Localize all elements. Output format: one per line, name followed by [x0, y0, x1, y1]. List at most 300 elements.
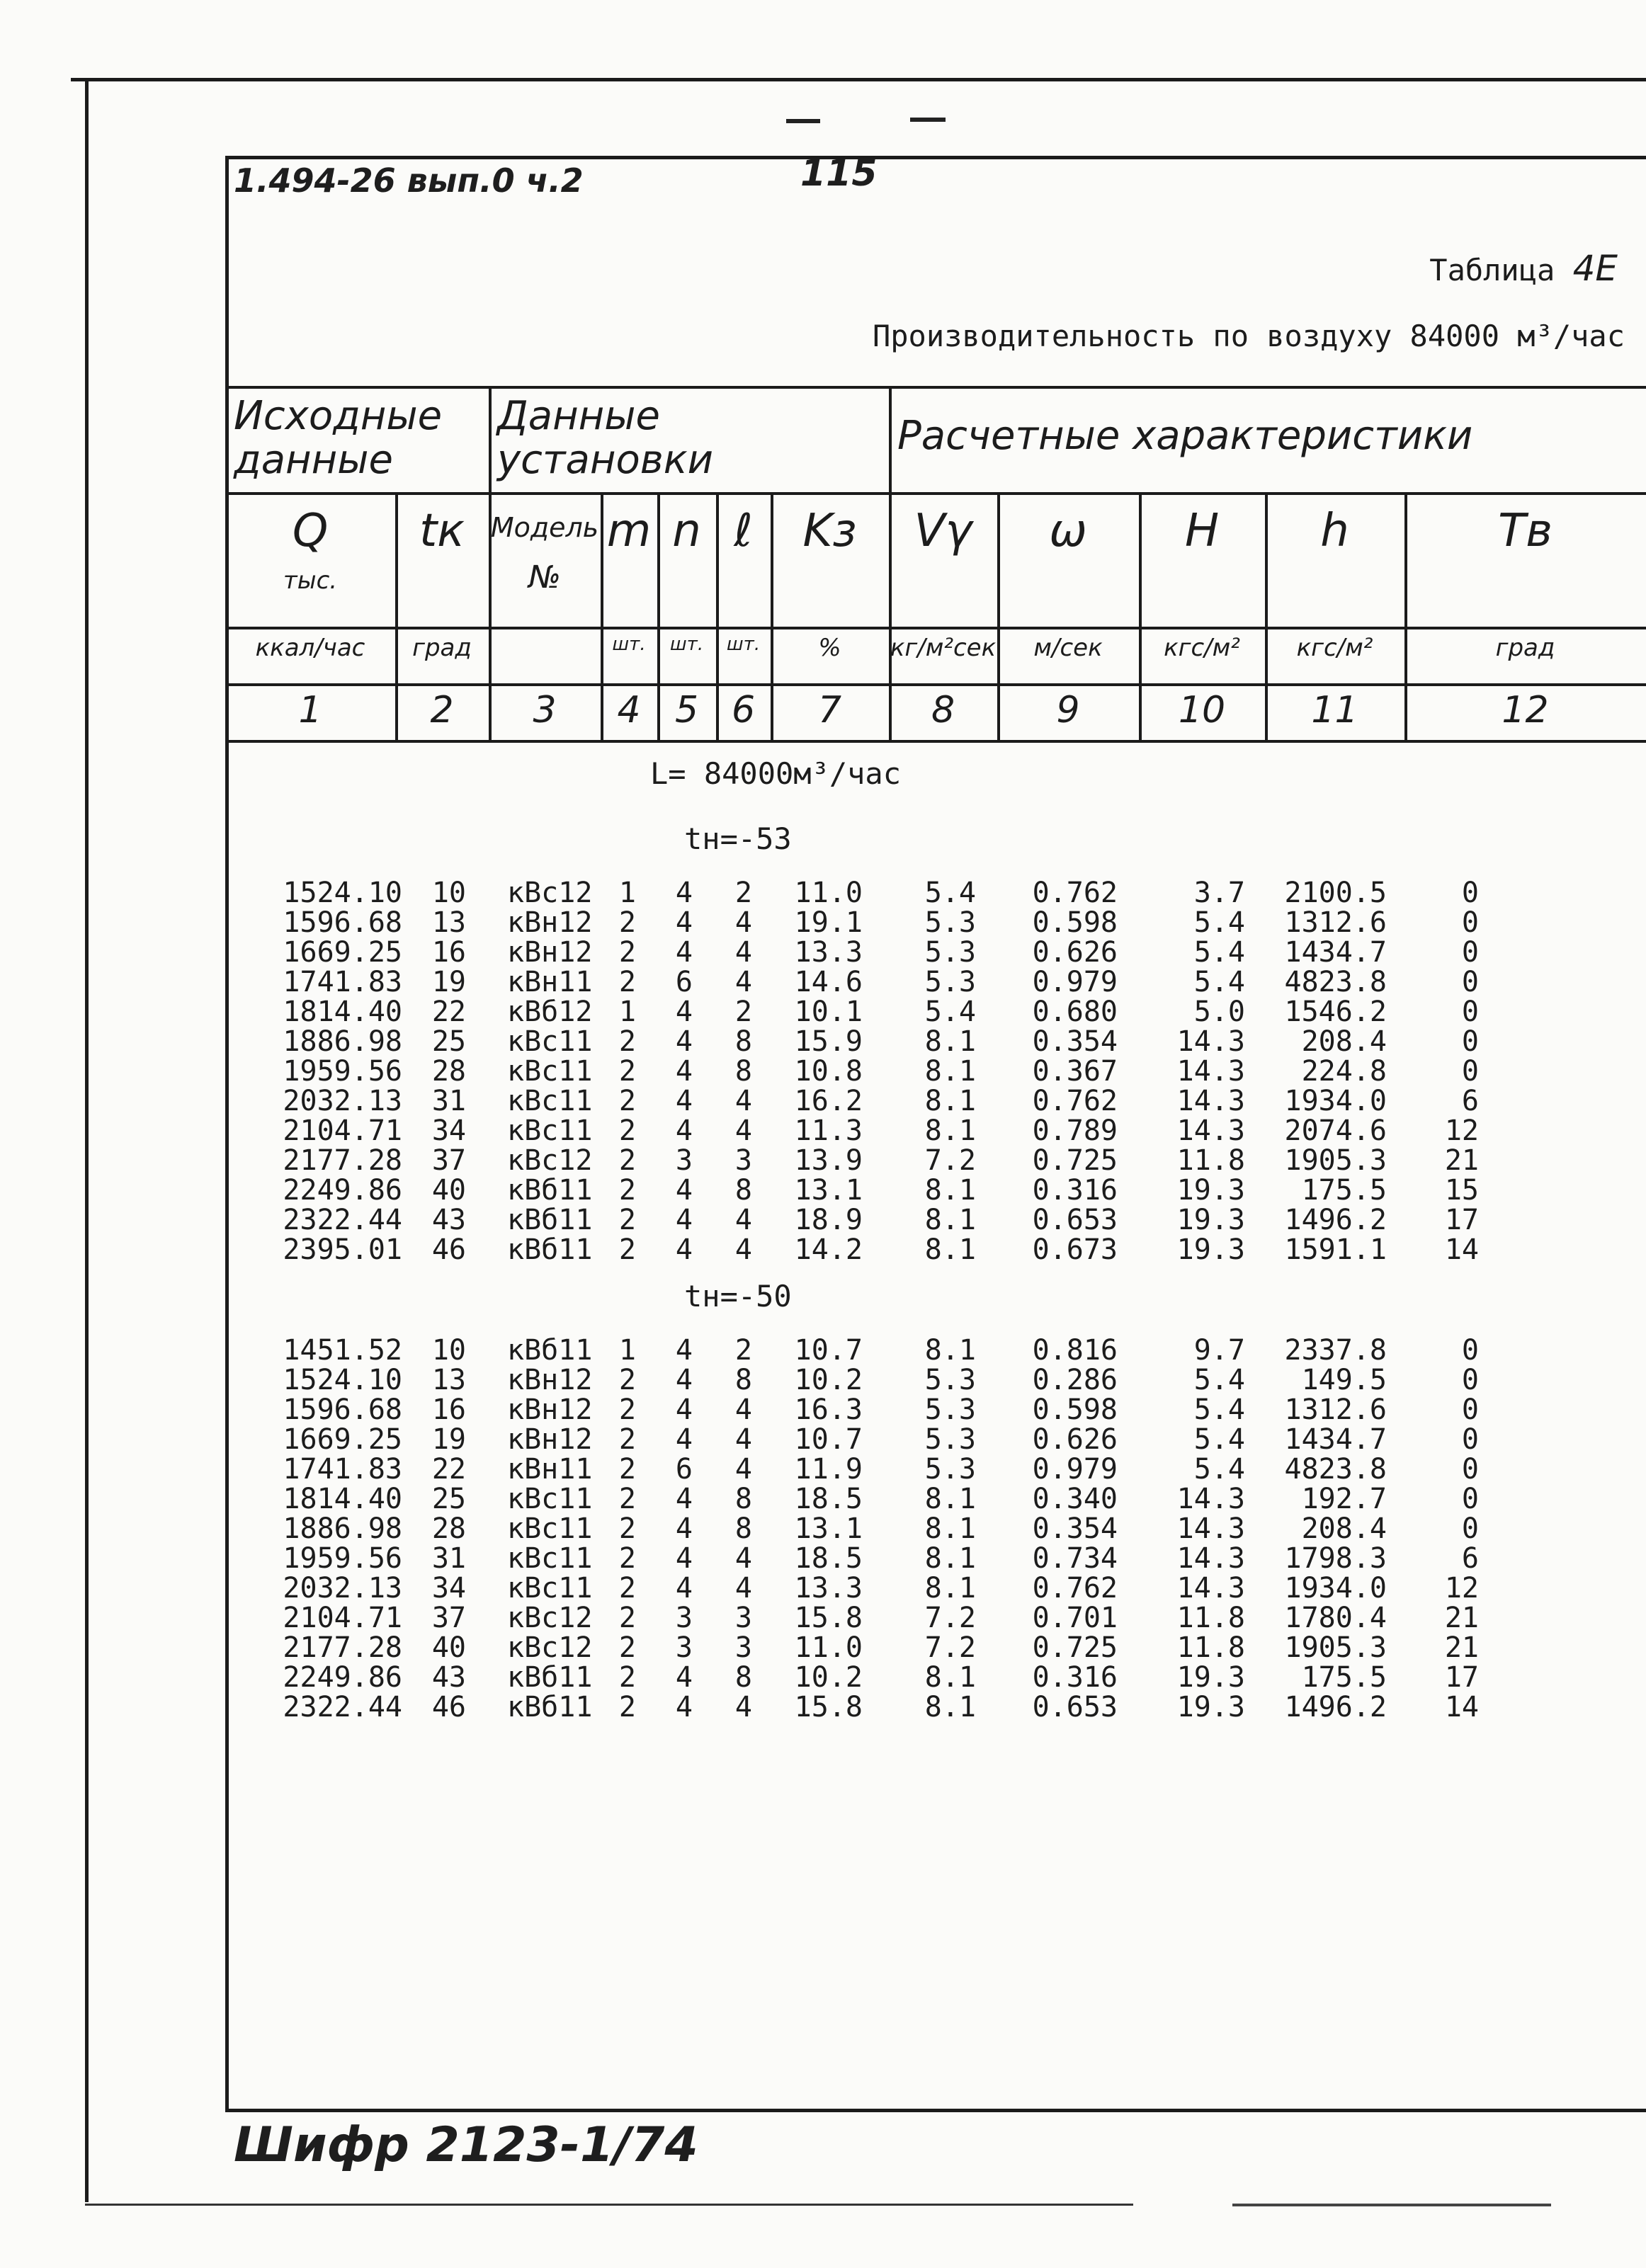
cell-col-10: 11.8: [1176, 1631, 1245, 1664]
cell-col-7: 10.2: [794, 1364, 863, 1396]
column-number-9: 9: [1056, 689, 1080, 731]
cell-col-12: 6: [1461, 1542, 1479, 1575]
cell-col-9: 0.762: [1032, 1572, 1118, 1605]
cell-col-8: 8.1: [924, 1512, 976, 1545]
cell-col-2: 10: [431, 1334, 466, 1367]
column-number-10: 10: [1178, 689, 1226, 731]
column-sub-1: тыс.: [283, 566, 338, 595]
cell-col-9: 0.354: [1032, 1512, 1118, 1545]
cell-col-2: 43: [431, 1661, 466, 1694]
cell-col-12: 0: [1461, 1394, 1479, 1426]
cell-col-3: кВс11: [507, 1572, 593, 1605]
cell-col-10: 5.4: [1193, 906, 1245, 939]
cell-col-10: 14.3: [1176, 1572, 1245, 1605]
top-dash-mark-2: [910, 118, 946, 122]
table-row: [225, 1146, 1646, 1175]
cell-col-7: 18.5: [794, 1483, 863, 1515]
cell-col-3: кВс12: [507, 1602, 593, 1634]
cell-col-9: 0.979: [1032, 966, 1118, 998]
page-frame-bottom-2: [1232, 2204, 1551, 2206]
cell-col-6: 8: [734, 1661, 752, 1694]
cell-col-11: 208.4: [1301, 1025, 1387, 1058]
cell-col-4: 2: [618, 1453, 636, 1486]
cell-col-2: 28: [431, 1512, 466, 1545]
cell-col-4: 2: [618, 1631, 636, 1664]
table-row: [225, 1056, 1646, 1086]
cell-col-11: 1905.3: [1284, 1631, 1387, 1664]
cell-col-9: 0.701: [1032, 1602, 1118, 1634]
page-frame-top: [71, 78, 1646, 81]
cell-col-9: 0.725: [1032, 1144, 1118, 1177]
table-row: [225, 967, 1646, 997]
cell-col-10: 19.3: [1176, 1174, 1245, 1207]
cell-col-11: 2337.8: [1284, 1334, 1387, 1367]
cell-col-4: 2: [618, 906, 636, 939]
cell-col-10: 19.3: [1176, 1204, 1245, 1236]
cell-col-11: 149.5: [1301, 1364, 1387, 1396]
cell-col-8: 8.1: [924, 1055, 976, 1088]
cell-col-8: 8.1: [924, 1115, 976, 1147]
cell-col-9: 0.653: [1032, 1204, 1118, 1236]
cell-col-5: 4: [675, 1115, 693, 1147]
cell-col-4: 2: [618, 1055, 636, 1088]
cell-col-1: 2395.01: [283, 1233, 402, 1266]
cell-col-4: 2: [618, 1602, 636, 1634]
grid-hline-2: [225, 683, 1646, 686]
cell-col-6: 2: [734, 877, 752, 909]
cell-col-7: 18.5: [794, 1542, 863, 1575]
cell-col-10: 5.4: [1193, 1453, 1245, 1486]
cell-col-6: 3: [734, 1602, 752, 1634]
cell-col-10: 19.3: [1176, 1691, 1245, 1723]
cell-col-6: 4: [734, 1204, 752, 1236]
cell-col-10: 3.7: [1193, 877, 1245, 909]
cell-col-2: 43: [431, 1204, 466, 1236]
cell-col-11: 1934.0: [1284, 1085, 1387, 1117]
cell-col-1: 2177.28: [283, 1631, 402, 1664]
cell-col-3: кВб11: [507, 1233, 593, 1266]
cell-col-4: 2: [618, 936, 636, 969]
column-group-3: Расчетные характеристики: [897, 413, 1473, 459]
cell-col-2: 28: [431, 1055, 466, 1088]
section-label: tн=-53: [684, 821, 792, 856]
cell-col-7: 16.2: [794, 1085, 863, 1117]
sheet-border-top: [225, 156, 1646, 159]
cell-col-10: 5.4: [1193, 1394, 1245, 1426]
cell-col-2: 13: [431, 1364, 466, 1396]
cell-col-2: 34: [431, 1572, 466, 1605]
cell-col-10: 14.3: [1176, 1542, 1245, 1575]
table-caption: Производительность по воздуху 84000 м³/час: [872, 319, 1625, 353]
cell-col-9: 0.673: [1032, 1233, 1118, 1266]
cipher-footer: Шифр 2123-1/74: [234, 2117, 698, 2173]
cell-col-6: 4: [734, 1423, 752, 1456]
cell-col-8: 8.1: [924, 1174, 976, 1207]
cell-col-4: 2: [618, 1025, 636, 1058]
cell-col-4: 2: [618, 1483, 636, 1515]
cell-col-4: 1: [618, 1334, 636, 1367]
cell-col-4: 2: [618, 1512, 636, 1545]
column-number-11: 11: [1311, 689, 1358, 731]
cell-col-3: кВб11: [507, 1691, 593, 1723]
column-symbol-11: h: [1320, 505, 1349, 557]
cell-col-4: 2: [618, 1542, 636, 1575]
cell-col-3: кВс11: [507, 1483, 593, 1515]
page-frame-left: [85, 78, 89, 2202]
cell-col-7: 11.9: [794, 1453, 863, 1486]
table-row: [225, 1573, 1646, 1603]
cell-col-10: 14.3: [1176, 1115, 1245, 1147]
cell-col-6: 4: [734, 1572, 752, 1605]
cell-col-7: 11.0: [794, 877, 863, 909]
cell-col-1: 2032.13: [283, 1572, 402, 1605]
cell-col-2: 31: [431, 1542, 466, 1575]
cell-col-5: 4: [675, 877, 693, 909]
cell-col-7: 10.1: [794, 996, 863, 1028]
cell-col-6: 2: [734, 1334, 752, 1367]
cell-col-1: 1596.68: [283, 1394, 402, 1426]
cell-col-4: 1: [618, 877, 636, 909]
table-row: [225, 1086, 1646, 1116]
cell-col-11: 1496.2: [1284, 1691, 1387, 1723]
cell-col-3: кВб11: [507, 1661, 593, 1694]
table-row: [225, 1692, 1646, 1722]
cell-col-8: 8.1: [924, 1691, 976, 1723]
cell-col-9: 0.367: [1032, 1055, 1118, 1088]
column-symbol-9: ω: [1049, 505, 1087, 557]
cell-col-10: 5.4: [1193, 936, 1245, 969]
cell-col-1: 1814.40: [283, 1483, 402, 1515]
cell-col-11: 1312.6: [1284, 1394, 1387, 1426]
column-symbol-12: Tв: [1498, 505, 1553, 557]
cell-col-1: 2104.71: [283, 1602, 402, 1634]
cell-col-3: кВс11: [507, 1512, 593, 1545]
cell-col-5: 3: [675, 1631, 693, 1664]
cell-col-2: 16: [431, 936, 466, 969]
cell-col-10: 14.3: [1176, 1512, 1245, 1545]
cell-col-5: 4: [675, 1691, 693, 1723]
cell-col-12: 12: [1444, 1115, 1479, 1147]
cell-col-4: 2: [618, 1233, 636, 1266]
cell-col-12: 17: [1444, 1204, 1479, 1236]
cell-col-9: 0.626: [1032, 1423, 1118, 1456]
cell-col-7: 13.3: [794, 936, 863, 969]
column-unit-1: ккал/час: [255, 634, 365, 662]
column-unit-5: шт.: [669, 634, 704, 655]
cell-col-9: 0.680: [1032, 996, 1118, 1028]
cell-col-7: 13.9: [794, 1144, 863, 1177]
cell-col-5: 4: [675, 1334, 693, 1367]
column-symbol-4: m: [606, 505, 652, 557]
cell-col-8: 7.2: [924, 1602, 976, 1634]
table-row: [225, 1116, 1646, 1146]
cell-col-5: 4: [675, 1512, 693, 1545]
cell-col-5: 6: [675, 966, 693, 998]
table-row: [225, 908, 1646, 938]
cell-col-5: 6: [675, 1453, 693, 1486]
column-unit-11: кгс/м²: [1296, 634, 1373, 662]
table-body: [225, 751, 1646, 1756]
cell-col-9: 0.340: [1032, 1483, 1118, 1515]
cell-col-3: кВн11: [507, 966, 593, 998]
cell-col-6: 8: [734, 1055, 752, 1088]
cell-col-2: 22: [431, 1453, 466, 1486]
cell-col-9: 0.789: [1032, 1115, 1118, 1147]
cell-col-7: 15.8: [794, 1691, 863, 1723]
cell-col-11: 1312.6: [1284, 906, 1387, 939]
cell-col-8: 7.2: [924, 1144, 976, 1177]
cell-col-6: 8: [734, 1025, 752, 1058]
cell-col-10: 5.0: [1193, 996, 1245, 1028]
cell-col-12: 21: [1444, 1631, 1479, 1664]
cell-col-12: 0: [1461, 1334, 1479, 1367]
cell-col-4: 2: [618, 1204, 636, 1236]
cell-col-11: 1780.4: [1284, 1602, 1387, 1634]
table-row: [225, 1205, 1646, 1235]
cell-col-2: 19: [431, 1423, 466, 1456]
cell-col-10: 14.3: [1176, 1085, 1245, 1117]
table-row: [225, 1365, 1646, 1395]
column-sub-3: №: [528, 559, 561, 596]
cell-col-3: кВн12: [507, 936, 593, 969]
cell-col-6: 4: [734, 906, 752, 939]
cell-col-4: 2: [618, 966, 636, 998]
cell-col-6: 4: [734, 1115, 752, 1147]
cell-col-9: 0.653: [1032, 1691, 1118, 1723]
table-header-grid: [225, 386, 1646, 740]
cell-col-5: 4: [675, 1483, 693, 1515]
cell-col-11: 1934.0: [1284, 1572, 1387, 1605]
column-number-6: 6: [731, 689, 756, 731]
cell-col-7: 15.8: [794, 1602, 863, 1634]
cell-col-12: 12: [1444, 1572, 1479, 1605]
cell-col-10: 14.3: [1176, 1055, 1245, 1088]
cell-col-2: 13: [431, 906, 466, 939]
table-row: [225, 1395, 1646, 1425]
cell-col-5: 4: [675, 1542, 693, 1575]
cell-col-9: 0.816: [1032, 1334, 1118, 1367]
cell-col-1: 1814.40: [283, 996, 402, 1028]
column-number-1: 1: [298, 689, 322, 731]
cell-col-8: 8.1: [924, 1233, 976, 1266]
column-symbol-6: ℓ: [734, 505, 753, 557]
cell-col-2: 19: [431, 966, 466, 998]
grid-hline-1: [225, 492, 1646, 495]
cell-col-12: 0: [1461, 1423, 1479, 1456]
cell-col-10: 5.4: [1193, 966, 1245, 998]
cell-col-12: 21: [1444, 1602, 1479, 1634]
cell-col-6: 4: [734, 1453, 752, 1486]
cell-col-12: 17: [1444, 1661, 1479, 1694]
cell-col-5: 4: [675, 1661, 693, 1694]
cell-col-1: 1669.25: [283, 1423, 402, 1456]
cell-col-2: 25: [431, 1483, 466, 1515]
cell-col-12: 0: [1461, 1025, 1479, 1058]
cell-col-12: 21: [1444, 1144, 1479, 1177]
column-number-8: 8: [931, 689, 955, 731]
cell-col-8: 8.1: [924, 1334, 976, 1367]
cell-col-2: 16: [431, 1394, 466, 1426]
cell-col-1: 1959.56: [283, 1542, 402, 1575]
cell-col-12: 0: [1461, 877, 1479, 909]
cell-col-9: 0.762: [1032, 1085, 1118, 1117]
cell-col-1: 1524.10: [283, 1364, 402, 1396]
cell-col-3: кВн12: [507, 1394, 593, 1426]
cell-col-9: 0.979: [1032, 1453, 1118, 1486]
cell-col-11: 4823.8: [1284, 966, 1387, 998]
cell-col-8: 5.4: [924, 877, 976, 909]
cell-col-1: 1669.25: [283, 936, 402, 969]
cell-col-11: 192.7: [1301, 1483, 1387, 1515]
cell-col-2: 10: [431, 877, 466, 909]
cell-col-5: 3: [675, 1144, 693, 1177]
cell-col-6: 4: [734, 1691, 752, 1723]
cell-col-2: 37: [431, 1144, 466, 1177]
cell-col-9: 0.316: [1032, 1174, 1118, 1207]
cell-col-5: 4: [675, 1423, 693, 1456]
cell-col-1: 1886.98: [283, 1025, 402, 1058]
cell-col-3: кВн12: [507, 906, 593, 939]
cell-col-5: 4: [675, 1572, 693, 1605]
top-dash-mark: [786, 119, 820, 123]
cell-col-8: 8.1: [924, 1204, 976, 1236]
cell-col-7: 10.7: [794, 1334, 863, 1367]
table-row: [225, 1454, 1646, 1484]
column-group-1: Исходные данные: [234, 393, 443, 483]
cell-col-5: 4: [675, 906, 693, 939]
cell-col-9: 0.598: [1032, 906, 1118, 939]
cell-col-1: 1451.52: [283, 1334, 402, 1367]
cell-col-3: кВс12: [507, 877, 593, 909]
document-code: 1.494-26 вып.0 ч.2: [234, 161, 584, 200]
cell-col-3: кВс11: [507, 1055, 593, 1088]
column-unit-9: м/сек: [1033, 634, 1103, 662]
cell-col-1: 1524.10: [283, 877, 402, 909]
cell-col-10: 5.4: [1193, 1423, 1245, 1456]
cell-col-8: 5.3: [924, 1394, 976, 1426]
cell-col-12: 15: [1444, 1174, 1479, 1207]
cell-col-7: 15.9: [794, 1025, 863, 1058]
cell-col-11: 1434.7: [1284, 936, 1387, 969]
column-unit-10: кгс/м²: [1164, 634, 1240, 662]
column-symbol-5: n: [672, 505, 701, 557]
cell-col-2: 40: [431, 1174, 466, 1207]
cell-col-5: 4: [675, 936, 693, 969]
cell-col-7: 11.0: [794, 1631, 863, 1664]
cell-col-4: 1: [618, 996, 636, 1028]
cell-col-7: 19.1: [794, 906, 863, 939]
cell-col-5: 4: [675, 1025, 693, 1058]
column-symbol-7: Kз: [802, 505, 857, 557]
cell-col-5: 4: [675, 1233, 693, 1266]
cell-col-7: 10.7: [794, 1423, 863, 1456]
cell-col-11: 2100.5: [1284, 877, 1387, 909]
cell-col-6: 4: [734, 1233, 752, 1266]
cell-col-7: 13.1: [794, 1512, 863, 1545]
table-row: [225, 1663, 1646, 1692]
cell-col-1: 1886.98: [283, 1512, 402, 1545]
cell-col-7: 18.9: [794, 1204, 863, 1236]
column-number-5: 5: [674, 689, 699, 731]
table-row: [225, 1335, 1646, 1365]
cell-col-5: 4: [675, 1204, 693, 1236]
cell-col-2: 46: [431, 1233, 466, 1266]
cell-col-2: 22: [431, 996, 466, 1028]
cell-col-1: 1741.83: [283, 966, 402, 998]
column-number-4: 4: [617, 689, 641, 731]
cell-col-12: 14: [1444, 1233, 1479, 1266]
cell-col-8: 5.3: [924, 1364, 976, 1396]
cell-col-8: 5.3: [924, 906, 976, 939]
cell-col-7: 16.3: [794, 1394, 863, 1426]
cell-col-12: 0: [1461, 1055, 1479, 1088]
cell-col-9: 0.734: [1032, 1542, 1118, 1575]
cell-col-3: кВс11: [507, 1085, 593, 1117]
cell-col-11: 224.8: [1301, 1055, 1387, 1088]
cell-col-8: 8.1: [924, 1572, 976, 1605]
column-unit-6: шт.: [726, 634, 761, 655]
cell-col-1: 1959.56: [283, 1055, 402, 1088]
cell-col-10: 11.8: [1176, 1602, 1245, 1634]
cell-col-3: кВс12: [507, 1631, 593, 1664]
cell-col-4: 2: [618, 1364, 636, 1396]
cell-col-4: 2: [618, 1085, 636, 1117]
cell-col-3: кВс11: [507, 1542, 593, 1575]
cell-col-8: 5.4: [924, 996, 976, 1028]
cell-col-12: 14: [1444, 1691, 1479, 1723]
column-unit-8: кг/м²сек: [890, 634, 997, 662]
cell-col-5: 4: [675, 996, 693, 1028]
cell-col-10: 14.3: [1176, 1483, 1245, 1515]
grid-hline-0: [225, 386, 1646, 389]
cell-col-6: 4: [734, 1085, 752, 1117]
cell-col-4: 2: [618, 1394, 636, 1426]
cell-col-2: 46: [431, 1691, 466, 1723]
cell-col-5: 4: [675, 1055, 693, 1088]
grid-unit-line: [225, 627, 1646, 629]
cell-col-8: 5.3: [924, 936, 976, 969]
cell-col-9: 0.762: [1032, 877, 1118, 909]
table-number: 4Е: [1572, 248, 1618, 289]
cell-col-1: 2249.86: [283, 1661, 402, 1694]
table-row: [225, 878, 1646, 908]
page-frame-bottom: [85, 2204, 1133, 2206]
cell-col-12: 0: [1461, 1512, 1479, 1545]
cell-col-10: 11.8: [1176, 1144, 1245, 1177]
table-row: [225, 1484, 1646, 1514]
cell-col-11: 175.5: [1301, 1661, 1387, 1694]
grid-vline-7: [889, 386, 892, 740]
cell-col-6: 8: [734, 1364, 752, 1396]
cell-col-10: 5.4: [1193, 1364, 1245, 1396]
table-row: [225, 1175, 1646, 1205]
cell-col-7: 10.2: [794, 1661, 863, 1694]
cell-col-4: 2: [618, 1423, 636, 1456]
cell-col-6: 4: [734, 1394, 752, 1426]
cell-col-12: 0: [1461, 906, 1479, 939]
cell-col-9: 0.286: [1032, 1364, 1118, 1396]
column-number-2: 2: [430, 689, 454, 731]
cell-col-2: 25: [431, 1025, 466, 1058]
cell-col-3: кВн12: [507, 1423, 593, 1456]
cell-col-5: 4: [675, 1085, 693, 1117]
cell-col-5: 4: [675, 1394, 693, 1426]
column-symbol-10: H: [1184, 505, 1220, 557]
cell-col-11: 208.4: [1301, 1512, 1387, 1545]
table-row: [225, 1544, 1646, 1573]
table-row: [225, 1235, 1646, 1265]
cell-col-4: 2: [618, 1572, 636, 1605]
